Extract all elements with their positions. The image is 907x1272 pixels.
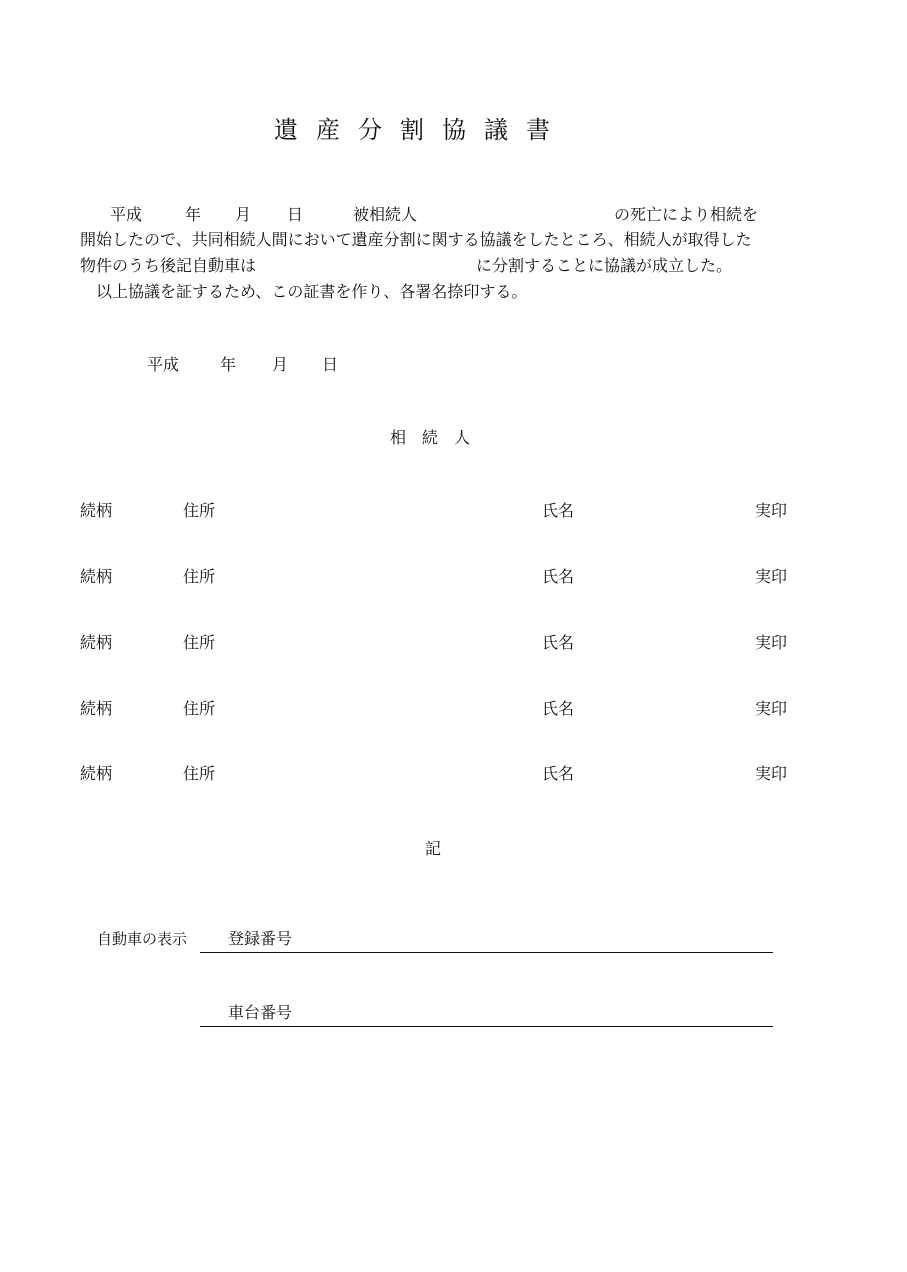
heir-name: 氏名	[542, 633, 575, 652]
heir-seal: 実印	[755, 501, 788, 520]
heir-seal: 実印	[755, 699, 788, 718]
date-year-unit: 年	[220, 355, 237, 374]
vehicle-label: 自動車の表示	[97, 930, 188, 948]
date-day-unit: 日	[322, 355, 339, 374]
intro-line4: 以上協議を証するため、この証書を作り、各署名捺印する。	[96, 282, 528, 301]
intro-era: 平成	[110, 205, 143, 224]
heir-seal: 実印	[755, 567, 788, 586]
intro-line2: 開始したので、共同相続人間において遺産分割に関する協議をしたところ、相続人が取得した	[80, 230, 752, 249]
intro-line1-end: の死亡により相続を	[614, 205, 759, 224]
heir-relation: 続柄	[80, 633, 113, 652]
heir-relation: 続柄	[80, 567, 113, 586]
heirs-heading: 相 続 人	[390, 428, 471, 447]
document-title: 遺産分割協議書	[274, 116, 568, 144]
intro-deceased-label: 被相続人	[353, 205, 418, 224]
registration-number-label: 登録番号	[228, 929, 293, 948]
heir-name: 氏名	[542, 501, 575, 520]
intro-line3-end: に分割することに協議が成立した。	[476, 256, 733, 275]
heir-relation: 続柄	[80, 764, 113, 783]
heir-relation: 続柄	[80, 501, 113, 520]
heir-address: 住所	[183, 699, 216, 718]
chassis-number-line	[200, 1026, 773, 1027]
heir-address: 住所	[183, 764, 216, 783]
chassis-number-label: 車台番号	[228, 1003, 293, 1022]
intro-year-unit: 年	[185, 205, 202, 224]
registration-number-line	[200, 952, 773, 953]
heir-address: 住所	[183, 567, 216, 586]
heir-address: 住所	[183, 501, 216, 520]
intro-month-unit: 月	[235, 205, 252, 224]
ki-heading: 記	[425, 839, 442, 858]
heir-name: 氏名	[542, 567, 575, 586]
heir-name: 氏名	[542, 699, 575, 718]
heir-address: 住所	[183, 633, 216, 652]
intro-day-unit: 日	[287, 205, 304, 224]
date-era: 平成	[147, 355, 180, 374]
heir-name: 氏名	[542, 764, 575, 783]
intro-line3-start: 物件のうち後記自動車は	[80, 256, 257, 275]
heir-seal: 実印	[755, 764, 788, 783]
date-month-unit: 月	[272, 355, 289, 374]
heir-seal: 実印	[755, 633, 788, 652]
heir-relation: 続柄	[80, 699, 113, 718]
